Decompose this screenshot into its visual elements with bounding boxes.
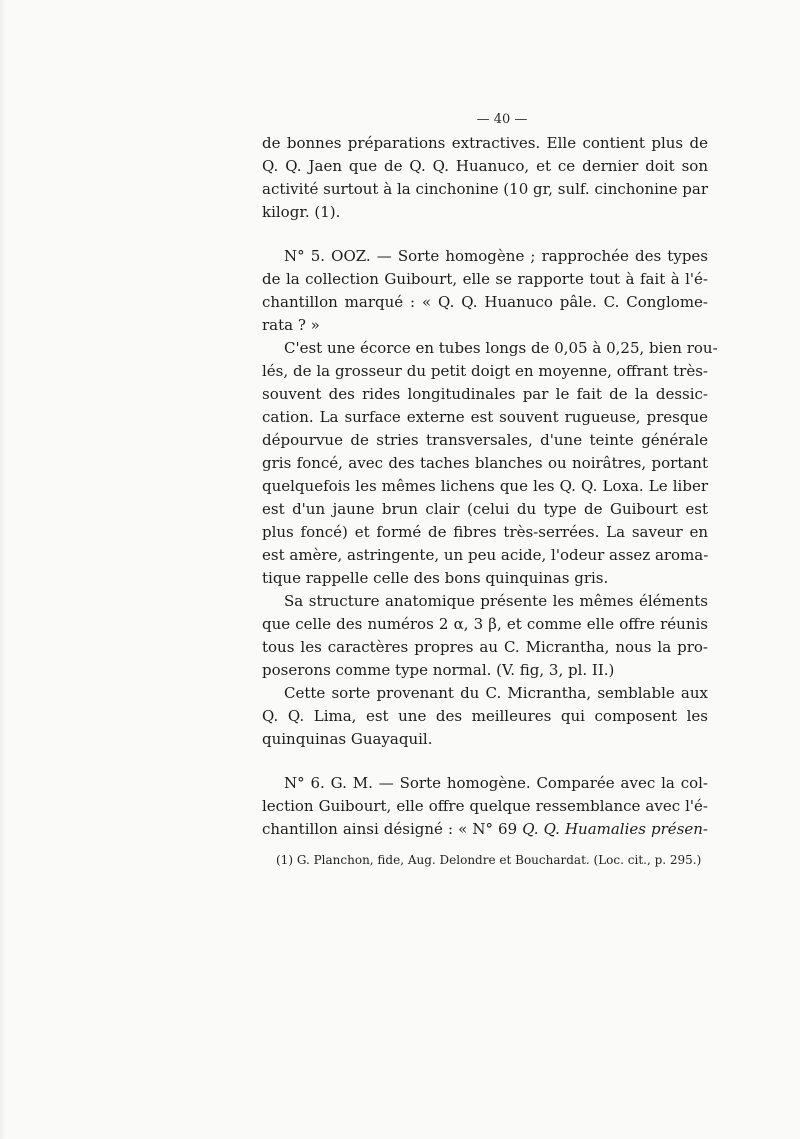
paragraph-origin xyxy=(262,682,708,751)
text-line: N° 5. OOZ. — Sorte homogène ; rapprochée des types xyxy=(284,247,708,265)
page-number: — 40 — xyxy=(476,112,528,127)
text-line: tique rappelle celle des bons quinquinas gris. xyxy=(262,569,609,587)
text-line: gris foncé, avec des taches blanches ou noirâtres, portant xyxy=(262,454,708,472)
paragraph-gap xyxy=(262,751,708,772)
scan-edge-left xyxy=(0,0,6,1139)
paragraph-gap xyxy=(262,224,708,245)
footnote: (1) G. Planchon, fide, Aug. Delondre et Bouchardat. (Loc. cit., p. 295.) xyxy=(276,853,702,867)
text-line: Q. Q. Jaen que de Q. Q. Huanuco, et ce dernier doit son xyxy=(262,157,708,175)
paragraph-description xyxy=(262,337,718,590)
text-line: lés, de la grosseur du petit doigt en moyenne, offrant très- xyxy=(262,362,708,380)
text-line: Q. Q. Lima, est une des meilleures qui composent les xyxy=(262,707,708,725)
text-line: chantillon marqué : « Q. Q. Huanuco pâle. C. Conglome- xyxy=(262,293,708,311)
text-line xyxy=(262,818,708,841)
text-line: poserons comme type normal. (V. fig, 3, pl. II.) xyxy=(262,661,615,679)
text-italic: Q. Q. Huamalies présen- xyxy=(522,820,708,838)
text-line: rata ? » xyxy=(262,316,320,334)
text-line: C'est une écorce en tubes longs de 0,05 à 0,25, bien rou- xyxy=(284,339,718,357)
text-line: kilogr. (1). xyxy=(262,203,341,221)
text-line: Sa structure anatomique présente les mêmes éléments xyxy=(284,592,708,610)
text-line: de la collection Guibourt, elle se rapporte tout à fait à l'é- xyxy=(262,270,708,288)
paragraph-structure xyxy=(262,590,708,682)
text-line: N° 6. G. M. — Sorte homogène. Comparée avec la col- xyxy=(284,774,708,792)
paragraph-no5-heading xyxy=(262,245,708,337)
text-line: quinquinas Guayaquil. xyxy=(262,730,433,748)
text-line: lection Guibourt, elle offre quelque ressemblance avec l'é- xyxy=(262,797,708,815)
text-line: Cette sorte provenant du C. Micrantha, semblable aux xyxy=(284,684,708,702)
text-line: souvent des rides longitudinales par le fait de la dessic- xyxy=(262,385,708,403)
text-line: est amère, astringente, un peu acide, l'odeur assez aroma- xyxy=(262,546,709,564)
text-line: plus foncé) et formé de fibres très-serrées. La saveur en xyxy=(262,523,708,541)
text-line: de bonnes préparations extractives. Elle contient plus de xyxy=(262,134,708,152)
text-line: tous les caractères propres au C. Micrantha, nous la pro- xyxy=(262,638,708,656)
text-line: dépourvue de stries transversales, d'une teinte générale xyxy=(262,431,708,449)
text-line: cation. La surface externe est souvent rugueuse, presque xyxy=(262,408,708,426)
paragraph-no6-heading xyxy=(262,772,708,841)
text-line: activité surtout à la cinchonine (10 gr, sulf. cinchonine par xyxy=(262,180,708,198)
paragraph-1 xyxy=(262,132,708,224)
text-plain: chantillon ainsi désigné : « N° 69 xyxy=(262,820,523,838)
body-text xyxy=(262,132,718,841)
text-line: que celle des numéros 2 α, 3 β, et comme elle offre réunis xyxy=(262,615,708,633)
text-line: est d'un jaune brun clair (celui du type de Guibourt est xyxy=(262,500,708,518)
text-line: quelquefois les mêmes lichens que les Q. Q. Loxa. Le liber xyxy=(262,477,708,495)
